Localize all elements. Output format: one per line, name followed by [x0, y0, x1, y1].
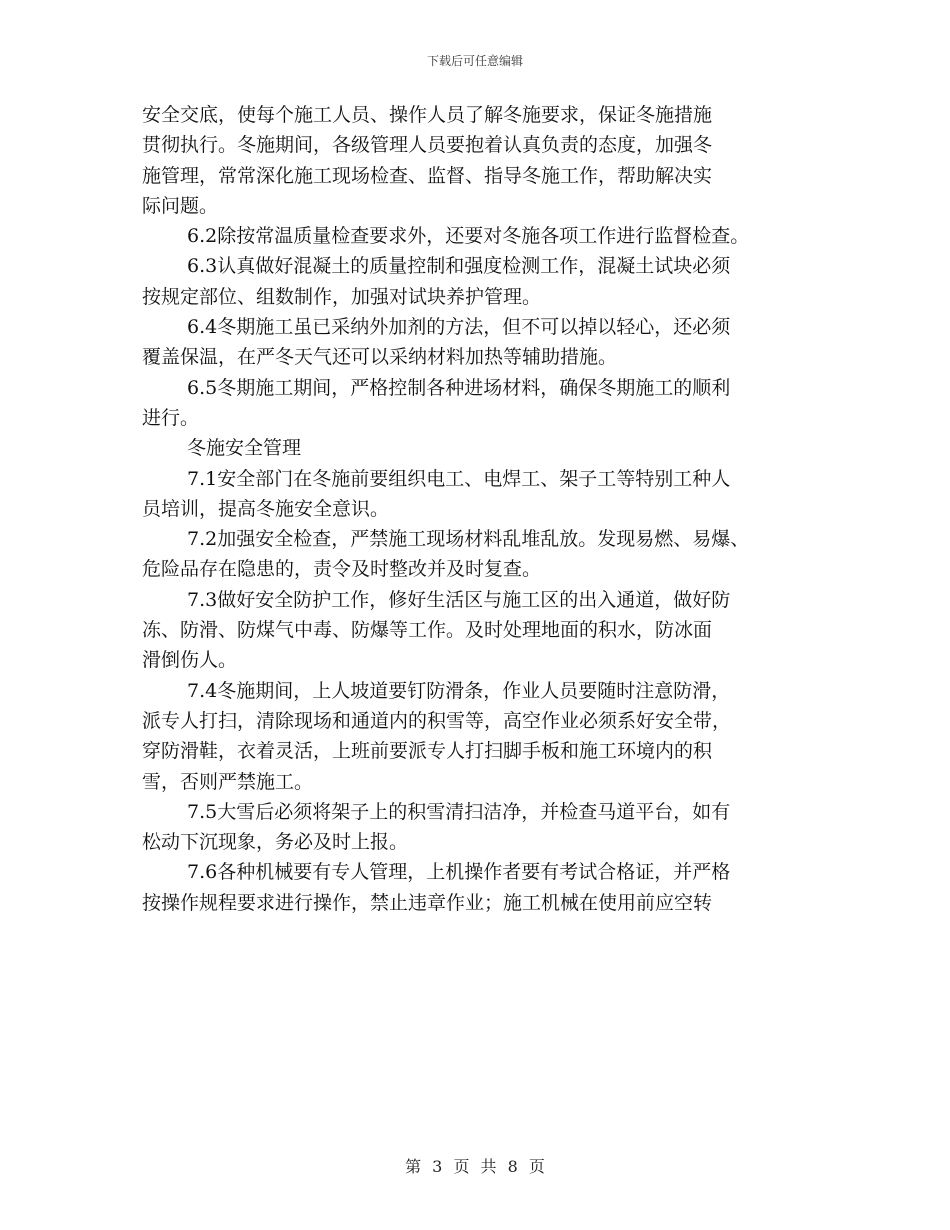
text-line: 6.3认真做好混凝土的质量控制和强度检测工作，混凝土试块必须	[187, 255, 731, 278]
text-line: 松动下沉现象，务必及时上报。	[142, 831, 409, 854]
text-line: 员培训，提高冬施安全意识。	[142, 497, 390, 520]
paragraph	[142, 676, 832, 797]
text-line: 施管理，常常深化施工现场检查、监督、指导冬施工作，帮助解决实	[142, 164, 713, 187]
text-line: 7.1安全部门在冬施前要组织电工、电焊工、架子工等特别工种人	[187, 467, 731, 490]
text-line: 贯彻执行。冬施期间，各级管理人员要抱着认真负责的态度，加强冬	[142, 134, 713, 157]
paragraph	[142, 797, 832, 858]
text-line: 7.3做好安全防护工作，修好生活区与施工区的出入通道，做好防	[187, 588, 731, 611]
paragraph	[142, 373, 832, 434]
paragraph	[142, 857, 832, 918]
paragraph	[142, 585, 832, 676]
text-line: 6.2除按常温质量检查要求外，还要对冬施各项工作进行监督检查。	[187, 225, 750, 248]
text-line: 7.4冬施期间，上人坡道要钉防滑条，作业人员要随时注意防滑，	[187, 679, 731, 702]
paragraph	[142, 433, 832, 463]
paragraph	[142, 524, 832, 585]
document-body	[142, 100, 832, 918]
paragraph	[142, 464, 832, 525]
paragraph	[142, 312, 832, 373]
text-line: 际问题。	[142, 194, 219, 217]
text-line: 雪，否则严禁施工。	[142, 770, 314, 793]
text-line: 7.5大雪后必须将架子上的积雪清扫洁净，并检查马道平台，如有	[187, 800, 731, 823]
text-line: 安全交底，使每个施工人员、操作人员了解冬施要求，保证冬施措施	[142, 104, 713, 126]
text-line: 6.4冬期施工虽已采纳外加剂的方法，但不可以掉以轻心，还必须	[187, 316, 731, 339]
text-line: 覆盖保温，在严冬天气还可以采纳材料加热等辅助措施。	[142, 346, 618, 369]
text-line: 派专人打扫，清除现场和通道内的积雪等，高空作业必须系好安全带，	[142, 709, 732, 732]
page-header: 下载后可任意编辑	[426, 54, 523, 68]
text-line: 冻、防滑、防煤气中毒、防爆等工作。及时处理地面的积水，防冰面	[142, 619, 713, 642]
text-line: 7.2加强安全检查，严禁施工现场材料乱堆乱放。发现易燃、易爆、	[187, 528, 750, 551]
text-line: 滑倒伤人。	[142, 649, 238, 672]
text-line: 按操作规程要求进行操作，禁止违章作业；施工机械在使用前应空转	[142, 891, 713, 914]
text-line: 按规定部位、组数制作，加强对试块养护管理。	[142, 285, 542, 308]
text-line: 冬施安全管理	[187, 437, 302, 460]
text-line: 进行。	[142, 406, 200, 429]
page-footer: 第 3 页 共 8 页	[405, 1157, 545, 1176]
text-line: 6.5冬期施工期间，严格控制各种进场材料，确保冬期施工的顺利	[187, 376, 731, 399]
paragraph	[142, 100, 832, 221]
paragraph	[142, 221, 832, 251]
text-line: 穿防滑鞋，衣着灵活，上班前要派专人打扫脚手板和施工环境内的积	[142, 740, 713, 763]
text-line: 7.6各种机械要有专人管理，上机操作者要有考试合格证，并严格	[187, 861, 731, 884]
text-line: 危险品存在隐患的，责令及时整改并及时复查。	[142, 558, 542, 581]
paragraph	[142, 251, 832, 312]
